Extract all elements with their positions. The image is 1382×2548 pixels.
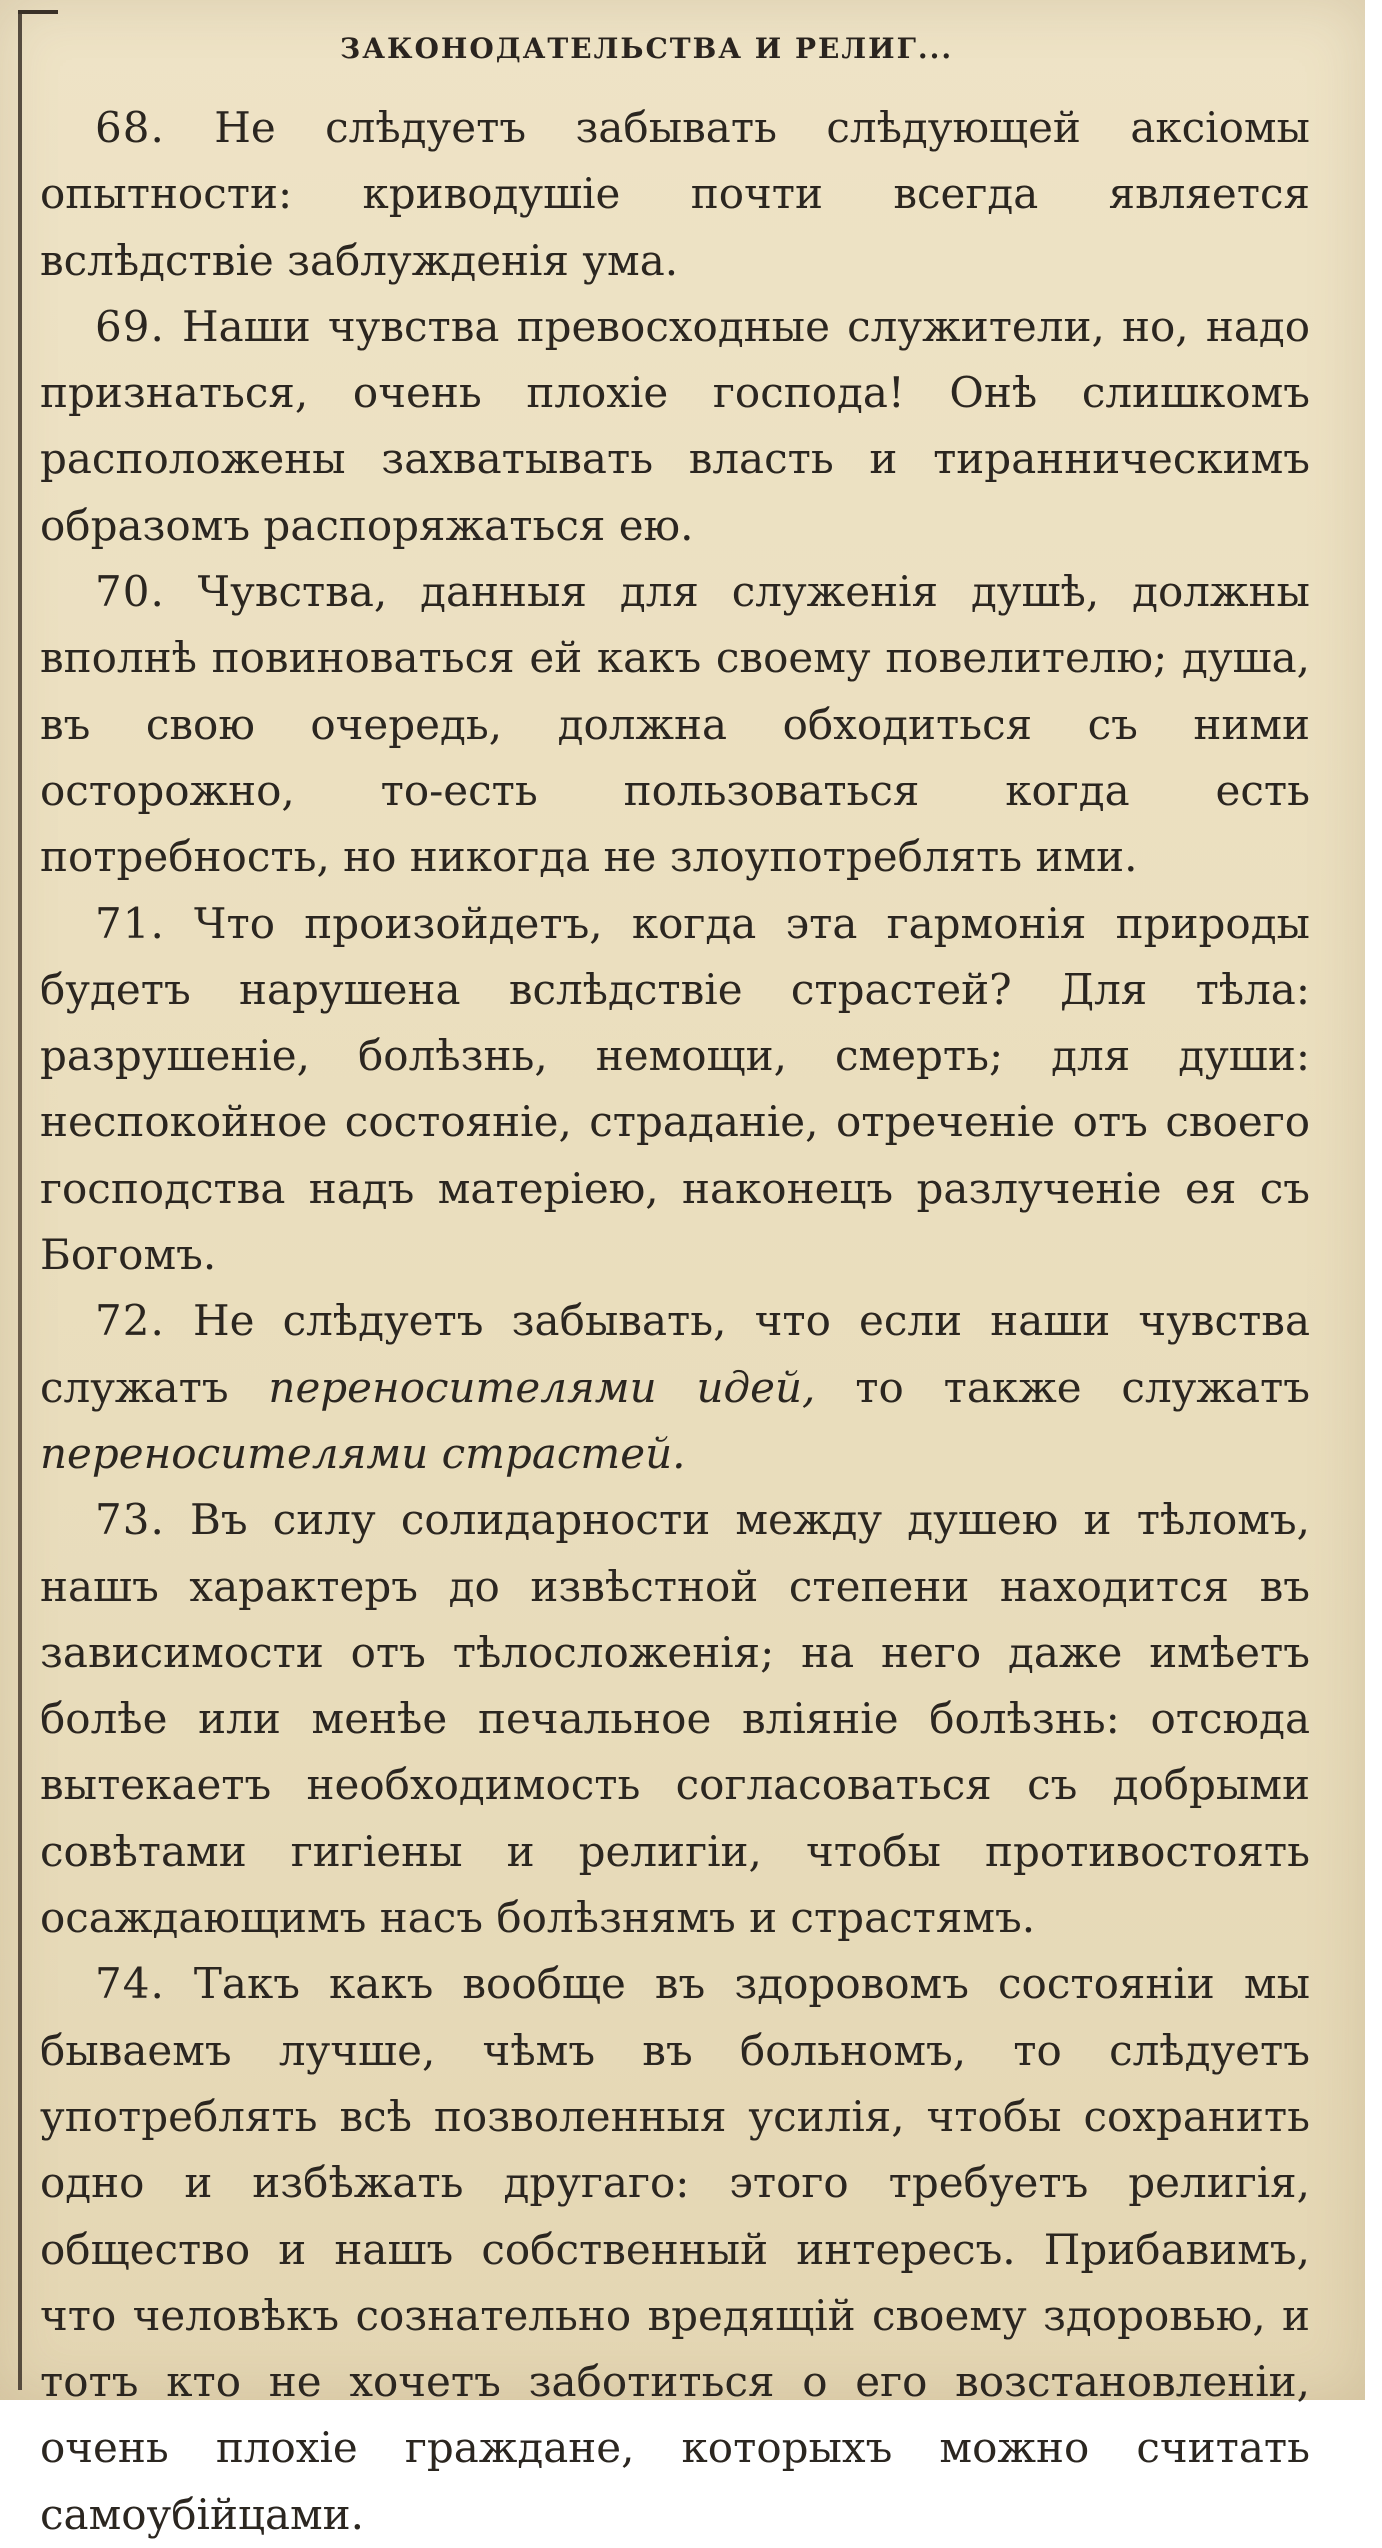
paragraph-text: то также служатъ <box>855 1362 1310 1412</box>
paragraph-text: Не слѣдуетъ забывать слѣдующей аксіомы опытности: криводушіе почти всегда является вслѣдствіе заблужденія ума. <box>40 103 1310 285</box>
paragraph-number: 68. <box>95 103 165 152</box>
paragraph-italic-text: переносителями страстей. <box>40 1428 686 1478</box>
paragraph-text: Такъ какъ вообще въ здоровомъ состояніи мы бываемъ лучше, чѣмъ въ больномъ, то слѣдуетъ употреблять всѣ позволенныя усилія, чтобы сохранить одно и избѣжать другаго: этого требуетъ религія, общество и нашъ собственный интересъ. Прибавимъ, что человѣкъ сознательно вредящій своему здоровью, и тотъ кто не хочетъ заботиться о его возстановленіи, очень плохіе граждане, которыхъ можно считать самоубійцами. <box>40 1959 1310 2539</box>
paragraph-68 <box>40 95 1310 294</box>
paragraph-72 <box>40 1288 1310 1487</box>
paragraph-text: Не слѣдуетъ забывать, что если наши чувства служатъ <box>40 1296 1310 1412</box>
paragraph-number: 70. <box>95 567 165 617</box>
paragraph-number: 73. <box>95 1495 165 1545</box>
paragraph-number: 71. <box>95 898 165 948</box>
running-head: ЗАКОНОДАТЕЛЬСТВА И РЕЛИГ... <box>340 32 954 65</box>
paragraph-number: 72. <box>95 1296 165 1346</box>
paragraph-number: 69. <box>95 301 165 351</box>
paragraph-text: Въ силу солидарности между душею и тѣломъ, нашъ характеръ до извѣстной степени находится въ зависимости отъ тѣлосложенія; на него даже имѣетъ болѣе или менѣе печальное вліяніе болѣзнь: отсюда вытекаетъ необходимость согласоваться съ добрыми совѣтами гигіены и религіи, чтобы противостоять осаждающимъ насъ болѣзнямъ и страстямъ. <box>40 1495 1310 1943</box>
paragraph-74 <box>40 1951 1310 2548</box>
page-left-border <box>18 10 22 2390</box>
paragraph-69 <box>40 294 1310 559</box>
paragraph-text: Наши чувства превосходные служители, но, надо признаться, очень плохіе господа! Онѣ слишкомъ расположены захватывать власть и тиранническимъ образомъ распоряжаться ею. <box>40 301 1311 550</box>
page-top-border <box>18 10 58 14</box>
paragraph-italic-text: переносителями идей, <box>268 1362 816 1412</box>
paragraph-71 <box>40 891 1310 1289</box>
body-text <box>40 95 1310 2548</box>
paragraph-70 <box>40 559 1310 890</box>
paragraph-number: 74. <box>95 1959 165 2009</box>
paragraph-text: Чувства, данныя для служенія душѣ, должны вполнѣ повиноваться ей какъ своему повелителю; душа, въ свою очередь, должна обходиться съ ними осторожно, то-есть пользоваться когда есть потребность, но никогда не злоупотреблять ими. <box>40 567 1310 882</box>
paragraph-73 <box>40 1487 1310 1951</box>
paragraph-text: Что произойдетъ, когда эта гармонія природы будетъ нарушена вслѣдствіе страстей? Для тѣла: разрушеніе, болѣзнь, немощи, смерть; для души: неспокойное состояніе, страданіе, отреченіе отъ своего господства надъ матеріею, наконецъ разлученіе ея съ Богомъ. <box>40 898 1310 1280</box>
